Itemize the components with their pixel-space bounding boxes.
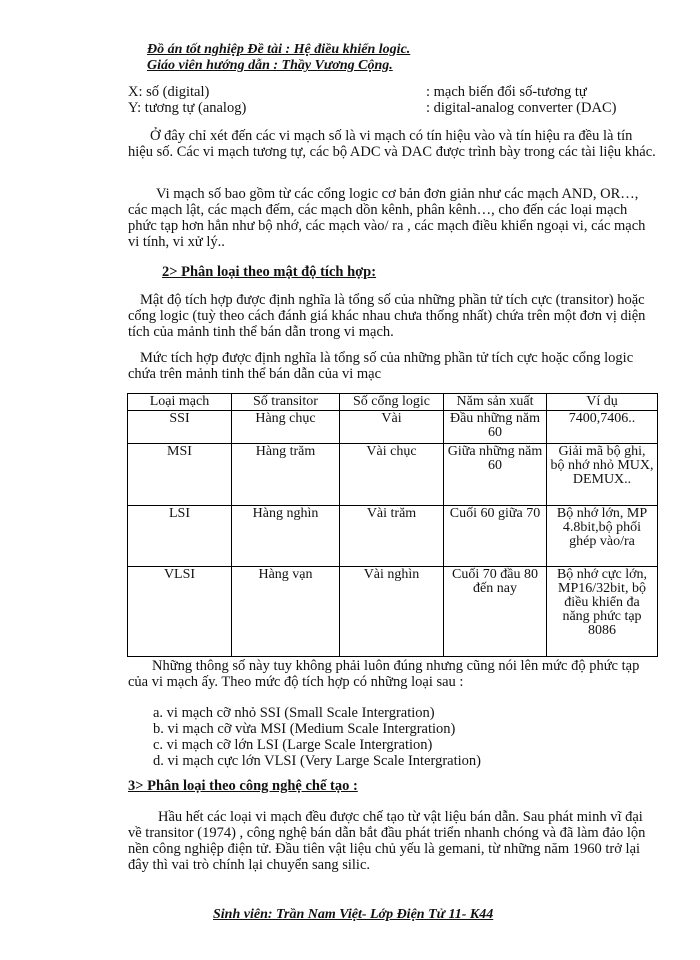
list-item: c. vi mạch cỡ lớn LSI (Large Scale Intergration) xyxy=(153,737,433,753)
table-header-cell: Ví dụ xyxy=(547,394,658,411)
table-row xyxy=(128,506,658,567)
table-cell: Giải mã bộ ghi, bộ nhớ nhỏ MUX, DEMUX.. xyxy=(547,444,658,506)
table-header-cell: Số cổng logic xyxy=(340,394,444,411)
integration-table xyxy=(127,393,658,657)
integration-list xyxy=(153,705,481,769)
def-term-y: Y: tương tự (analog) xyxy=(128,100,247,116)
header-line-1: Đồ án tốt nghiệp Đề tài : Hệ điều khiển logic. xyxy=(147,42,411,57)
header-line-2: Giáo viên hướng dẫn : Thầy Vương Cộng. xyxy=(147,58,393,73)
table-cell: MSI xyxy=(128,444,232,506)
table-cell: Vài nghìn xyxy=(340,567,444,657)
table-cell: Hàng trăm xyxy=(232,444,340,506)
section-3-heading: 3> Phân loại theo công nghệ chế tạo : xyxy=(128,778,358,794)
table-cell: Cuối 70 đầu 80 đến nay xyxy=(444,567,547,657)
list-item: d. vi mạch cực lớn VLSI (Very Large Scale Intergration) xyxy=(153,753,481,769)
table-cell: Hàng vạn xyxy=(232,567,340,657)
table-cell: Hàng nghìn xyxy=(232,506,340,567)
table-row xyxy=(128,567,658,657)
paragraph-2: Vi mạch số bao gồm từ các cổng logic cơ bản đơn giản như các mạch AND, OR…, các mạch lật, các mạch đếm, các mạch dồn kênh, phân kênh…, cho đến các loại mạch phức tạp hơn hẳn như bộ nhớ, các mạch vào/ ra , các mạch điều khiển ngoại vi, các mạch vi tính, vi xử lý.. xyxy=(128,186,646,250)
table-header-cell: Loại mạch xyxy=(128,394,232,411)
table-cell: SSI xyxy=(128,411,232,444)
table-cell: Hàng chục xyxy=(232,411,340,444)
paragraph-3: Mật độ tích hợp được định nghĩa là tổng số của những phần tử tích cực (transitor) hoặc cổng logic (tuỳ theo cách đánh giá khác nhau chưa thống nhất) chứa trên một đơn vị diện tích của mảnh tinh thể bán dẫn trong vi mạch. xyxy=(128,292,646,340)
table-cell: VLSI xyxy=(128,567,232,657)
table-header-row xyxy=(128,394,658,411)
table-cell: Bộ nhớ cực lớn, MP16/32bit, bộ điều khiển đa năng phức tạp 8086 xyxy=(547,567,658,657)
table-row xyxy=(128,444,658,506)
def-term-x: X: số (digital) xyxy=(128,84,210,100)
table-header-cell: Năm sản xuất xyxy=(444,394,547,411)
table-cell: LSI xyxy=(128,506,232,567)
def-desc-x: : mạch biến đổi số-tương tự xyxy=(426,84,587,100)
table-cell: Vài chục xyxy=(340,444,444,506)
table-cell: Giữa những năm 60 xyxy=(444,444,547,506)
table-row xyxy=(128,411,658,444)
paragraph-5: Những thông số này tuy không phải luôn đúng nhưng cũng nói lên mức độ phức tạp của vi mạch ấy. Theo mức độ tích hợp có những loại sau : xyxy=(128,658,640,690)
table-cell: Vài xyxy=(340,411,444,444)
def-desc-y: : digital-analog converter (DAC) xyxy=(426,100,617,116)
paragraph-6: Hầu hết các loại vi mạch đều được chế tạo từ vật liệu bán dẫn. Sau phát minh vĩ đại về transitor (1974) , công nghệ bán dẫn bắt đầu phát triển nhanh chóng và đã làm đảo lộn nền công nghiệp điện tử. Đầu tiên vật liệu chủ yếu là gemani, từ những năm 1960 trở lại đây thì vai trò chính lại chuyển sang silic. xyxy=(128,809,646,873)
table-cell: 7400,7406.. xyxy=(547,411,658,444)
footer-student: Sinh viên: Trần Nam Việt- Lớp Điện Tử 11- K44 xyxy=(213,907,494,922)
table-cell: Đầu những năm 60 xyxy=(444,411,547,444)
paragraph-4: Mức tích hợp được định nghĩa là tổng số của những phần tử tích cực hoặc cổng logic chứa trên mảnh tinh thể bán dẫn của vi mạc xyxy=(128,350,634,382)
table-cell: Bộ nhớ lớn, MP 4.8bit,bộ phối ghép vào/ra xyxy=(547,506,658,567)
list-item: a. vi mạch cỡ nhỏ SSI (Small Scale Intergration) xyxy=(153,705,435,721)
list-item: b. vi mạch cỡ vừa MSI (Medium Scale Intergration) xyxy=(153,721,456,737)
table-cell: Vài trăm xyxy=(340,506,444,567)
section-2-heading: 2> Phân loại theo mật độ tích hợp: xyxy=(162,264,377,280)
table-header-cell: Số transitor xyxy=(232,394,340,411)
table-cell: Cuối 60 giữa 70 xyxy=(444,506,547,567)
paragraph-1: Ở đây chỉ xét đến các vi mạch số là vi mạch có tín hiệu vào và tín hiệu ra đều là tín hiệu số. Các vi mạch tương tự, các bộ ADC và DAC được trình bày trong các tài liệu khác. xyxy=(128,128,656,160)
